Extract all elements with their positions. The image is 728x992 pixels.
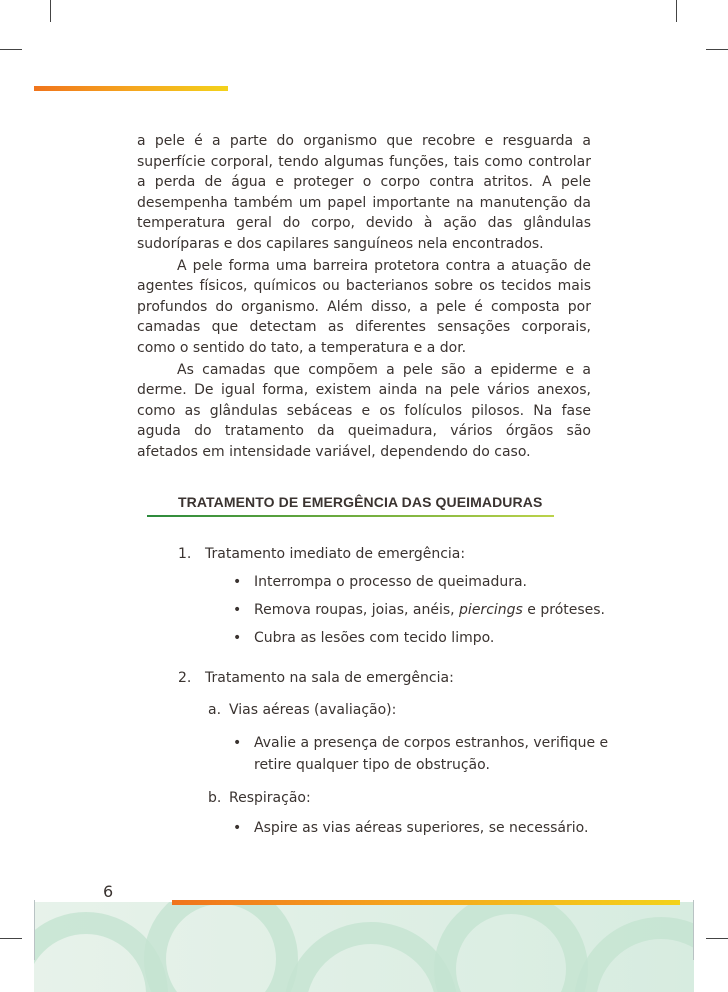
sublist-label: Respiração: [229,790,311,806]
bullet-text: Remova roupas, joias, anéis, piercings e próteses. [254,602,606,618]
list-number: 2. [178,670,192,686]
crop-mark [0,938,22,939]
bullet-icon: • [233,602,242,618]
section-title: TRATAMENTO DE EMERGÊNCIA DAS QUEIMADURAS [178,494,543,510]
title-underline [147,515,554,517]
paragraph: As camadas que compõem a pele são a epiderme e a derme. De igual forma, existem ainda na pele vários anexos, como as glândulas sebáceas e os folículos pilosos. Na fase aguda do tratamento da queimadura, vários órgãos são afetados em intensidade variável, dependendo do caso. [137,361,591,460]
bullet-text: Aspire as vias aéreas superiores, se necessário. [254,820,589,836]
list-number: 1. [178,546,192,562]
list-item-label: Tratamento na sala de emergência: [205,670,454,686]
page-number: 6 [103,882,114,901]
sublist-letter: a. [208,702,222,718]
crop-mark [706,49,728,50]
bullet-text: Cubra as lesões com tecido limpo. [254,630,495,646]
bullet-icon: • [233,820,242,836]
bullet-icon: • [233,630,242,646]
footer-decoration [34,902,694,992]
crop-mark [0,49,22,50]
footer-divider [34,900,35,960]
crop-mark [50,0,51,22]
paragraph: a pele é a parte do organismo que recobre e resguarda a superfície corporal, tendo algumas funções, tais como controlar a perda de água e proteger o corpo contra atritos. A pele desempenha também um papel importante na manutenção da temperatura geral do corpo, devido à ação das glândulas sudoríparas e dos capilares sanguíneos nela encontrados. [137,133,591,252]
bullet-icon: • [233,574,242,590]
bullet-text: Avalie a presença de corpos estranhos, verifique e [254,735,609,751]
bullet-icon: • [233,735,242,751]
bullet-text-continued: retire qualquer tipo de obstrução. [254,757,490,773]
sublist-label: Vias aéreas (avaliação): [229,702,397,718]
header-accent-bar [34,86,228,91]
bullet-text: Interrompa o processo de queimadura. [254,574,527,590]
crop-mark [676,0,677,22]
crop-mark [706,938,728,939]
list-item-label: Tratamento imediato de emergência: [205,546,466,562]
footer-divider [693,900,694,960]
sublist-letter: b. [208,790,222,806]
paragraph: A pele forma uma barreira protetora contra a atuação de agentes físicos, químicos ou bacterianos sobre os tecidos mais profundos do organismo. Além disso, a pele é composta por camadas que detectam as diferentes sensações corporais, como o sentido do tato, a temperatura e a dor. [137,257,591,356]
body-text [137,131,591,463]
footer-accent-bar [172,900,680,905]
